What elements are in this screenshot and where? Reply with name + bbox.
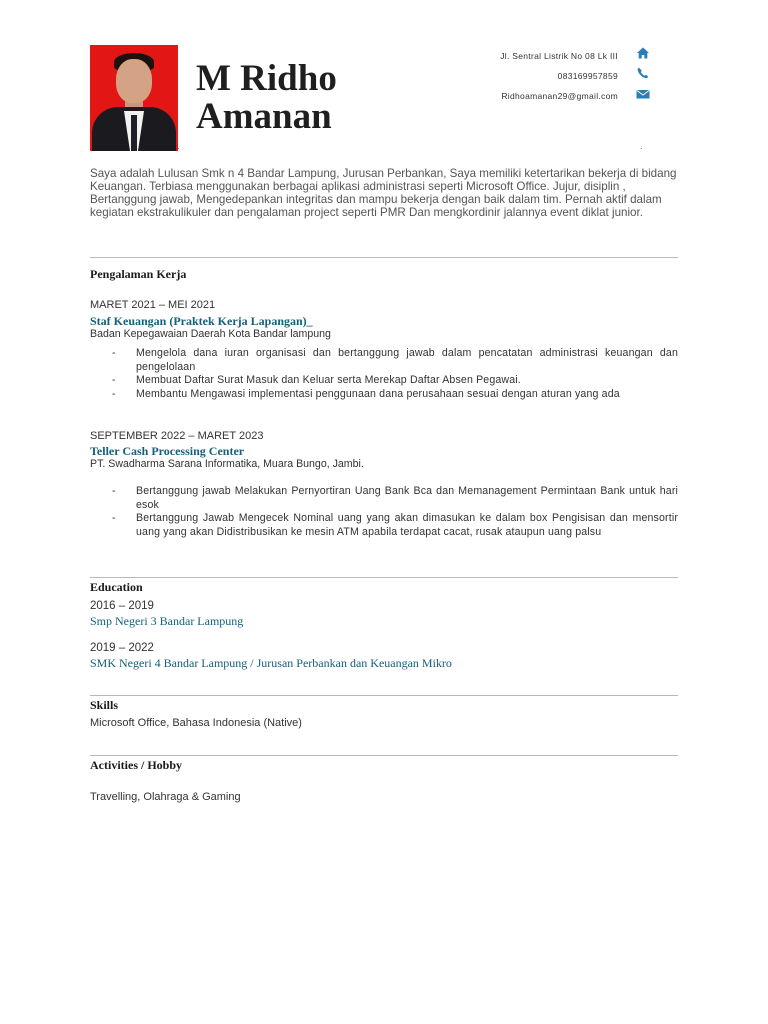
list-item <box>112 374 678 388</box>
bullet-marker: - <box>112 347 116 359</box>
section-divider <box>90 755 678 756</box>
name-line-1: M Ridho <box>196 58 337 99</box>
education-period: 2019 – 2022 <box>90 642 154 654</box>
duty-text: Mengelola dana iuran organisasi dan bertanggung jawab dalam pencatatan administrasi keuangan dan pengelolaan <box>136 347 678 373</box>
skills-text: Microsoft Office, Bahasa Indonesia (Native) <box>90 717 302 729</box>
job-organization: Badan Kepegawaian Daerah Kota Bandar lampung <box>90 328 331 340</box>
bullet-marker: - <box>112 512 116 525</box>
duty-text: Membuat Daftar Surat Masuk dan Keluar serta Merekap Daftar Absen Pegawai. <box>136 374 521 387</box>
contact-address: Jl. Sentral Listrik No 08 Lk III <box>500 51 618 61</box>
skills-heading: Skills <box>90 698 119 712</box>
section-divider <box>90 695 678 696</box>
experience-heading: Pengalaman Kerja <box>90 267 187 281</box>
list-item <box>112 512 678 539</box>
stray-mark: . <box>177 141 180 151</box>
duty-text: Membantu Mengawasi implementasi penggunaan dana perusahaan sesuai dengan aturan yang ada <box>136 387 620 400</box>
section-divider <box>90 577 678 578</box>
education-heading: Education <box>90 580 143 594</box>
job-duties <box>112 485 678 539</box>
job-duties <box>112 347 678 401</box>
candidate-name <box>196 60 436 136</box>
activities-text: Travelling, Olahraga & Gaming <box>90 791 241 803</box>
home-icon <box>636 47 650 59</box>
education-period: 2016 – 2019 <box>90 600 154 612</box>
bullet-marker: - <box>112 485 116 497</box>
list-item <box>112 388 678 402</box>
job-organization: PT. Swadharma Sarana Informatika, Muara Bungo, Jambi. <box>90 458 364 470</box>
phone-icon <box>636 67 650 79</box>
profile-summary: Saya adalah Lulusan Smk n 4 Bandar Lampung, Jurusan Perbankan, Saya memiliki ketertarikan bekerja di bidang Keuangan. Terbiasa menggunakan berbagai aplikasi administrasi seperti Microsoft Office. Jujur, disiplin , Bertanggung jawab, Mengedepankan integritas dan mampu bekerja dengan baik dalam tim. Pernah aktif dalam kegiatan ekstrakulikuler dan pengalaman project seperti PMR Dan mengkordinir jalannya event diklat junior. <box>90 167 677 219</box>
job-title: Staf Keuangan (Praktek Kerja Lapangan)_ <box>90 314 313 328</box>
education-school: SMK Negeri 4 Bandar Lampung / Jurusan Perbankan dan Keuangan Mikro <box>90 656 452 670</box>
contact-phone: 083169957859 <box>557 71 618 81</box>
education-school: Smp Negeri 3 Bandar Lampung <box>90 614 244 628</box>
mail-icon <box>636 88 650 100</box>
list-item <box>112 485 678 512</box>
bullet-marker: - <box>112 374 116 387</box>
activities-heading: Activities / Hobby <box>90 758 182 772</box>
job-period: MARET 2021 – MEI 2021 <box>90 299 216 311</box>
section-divider <box>90 257 678 258</box>
duty-text: Bertanggung jawab Melakukan Pernyortiran Uang Bank Bca dan Memanagement Permintaan Bank untuk hari esok <box>136 485 678 511</box>
job-period: SEPTEMBER 2022 – MARET 2023 <box>90 430 264 442</box>
stray-mark: . <box>640 141 643 151</box>
bullet-marker: - <box>112 387 116 400</box>
job-title: Teller Cash Processing Center <box>90 444 245 458</box>
contact-email[interactable]: Ridhoamanan29@gmail.com <box>501 91 618 101</box>
photo-tie <box>131 115 137 151</box>
photo-face <box>116 59 152 103</box>
list-item <box>112 347 678 374</box>
duty-text: Bertanggung Jawab Mengecek Nominal uang yang akan dimasukan ke dalam box Pengisisan dan mensortir uang yang akan Didistribusikan ke mesin ATM apabila terdapat cacat, rusak ataupun uang palsu <box>136 512 678 538</box>
name-line-2: Amanan <box>196 96 332 137</box>
profile-photo <box>90 45 178 151</box>
